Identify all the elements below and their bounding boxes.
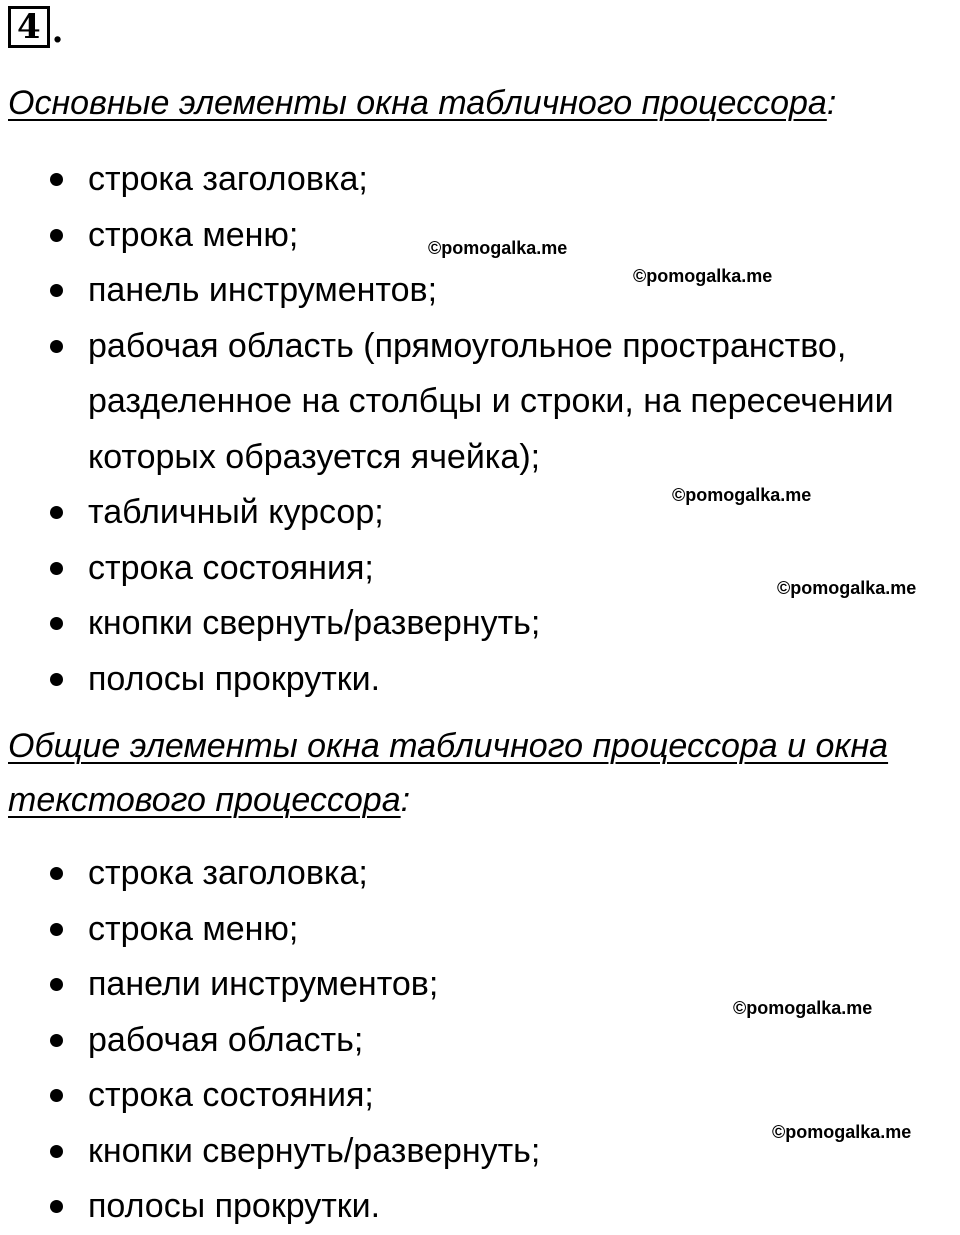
watermark: ©pomogalka.me (428, 238, 568, 258)
list-item-text: панель инструментов; (88, 271, 438, 309)
watermark: ©pomogalka.me (672, 485, 812, 505)
watermark: ©pomogalka.me (633, 266, 773, 286)
bullet-icon (50, 978, 63, 991)
list-item (0, 485, 956, 541)
bullet-icon (50, 284, 63, 297)
section-1-heading-text: Основные элементы окна табличного процессора (8, 84, 827, 122)
list-item-text: полосы прокрутки. (88, 659, 381, 698)
list-item-text: строка состояния; (88, 548, 374, 587)
bullet-icon (50, 1200, 63, 1213)
list-item (0, 902, 956, 958)
section-1-list (0, 152, 960, 707)
section-2-heading (8, 719, 956, 827)
list-item-text: строка состояния; (88, 1076, 374, 1114)
task-number (8, 7, 64, 51)
list-item (0, 596, 956, 652)
list-item (0, 1013, 956, 1069)
watermark: ©pomogalka.me (733, 998, 873, 1018)
bullet-icon (50, 1034, 63, 1047)
task-number-dot: . (51, 11, 64, 51)
task-number-box: 4 (8, 6, 50, 48)
bullet-icon (50, 506, 63, 519)
list-item (0, 319, 956, 486)
list-item (0, 263, 956, 319)
bullet-icon (50, 617, 63, 630)
bullet-icon (50, 229, 63, 242)
list-item-text: полосы прокрутки. (88, 1187, 381, 1225)
list-item (0, 1179, 956, 1235)
watermark: ©pomogalka.me (772, 1122, 912, 1142)
list-item-text: кнопки свернуть/развернуть; (88, 604, 541, 642)
list-item-text: кнопки свернуть/развернуть; (88, 1131, 541, 1170)
list-item (0, 652, 956, 708)
list-item (0, 152, 956, 208)
section-2-heading-colon: : (400, 781, 411, 819)
list-item-text: строка меню; (88, 909, 299, 948)
bullet-icon (50, 673, 63, 686)
bullet-icon (50, 1145, 63, 1158)
list-item-text: строка меню; (88, 215, 299, 254)
list-item-text: строка заголовка; (88, 160, 368, 198)
list-item-text: рабочая область (прямоугольное пространство, разделенное на столбцы и строки, на пересечении которых образуется ячейка); (88, 326, 894, 476)
list-item-text: панели инструментов; (88, 965, 439, 1003)
list-item (0, 1068, 956, 1124)
list-item-text: строка заголовка; (88, 854, 368, 892)
bullet-icon (50, 562, 63, 575)
bullet-icon (50, 867, 63, 880)
bullet-icon (50, 1089, 63, 1102)
list-item-text: рабочая область; (88, 1020, 364, 1059)
list-item-text: табличный курсор; (88, 493, 384, 531)
section-1-heading-colon: : (826, 84, 837, 122)
bullet-icon (50, 173, 63, 186)
bullet-icon (50, 923, 63, 936)
bullet-icon (50, 340, 63, 353)
section-2-heading-text: Общие элементы окна табличного процессора и окна текстового процессора (8, 727, 889, 819)
list-item (0, 846, 956, 902)
section-2-list (0, 846, 960, 1235)
watermark: ©pomogalka.me (777, 578, 917, 598)
section-1-heading (8, 76, 956, 130)
